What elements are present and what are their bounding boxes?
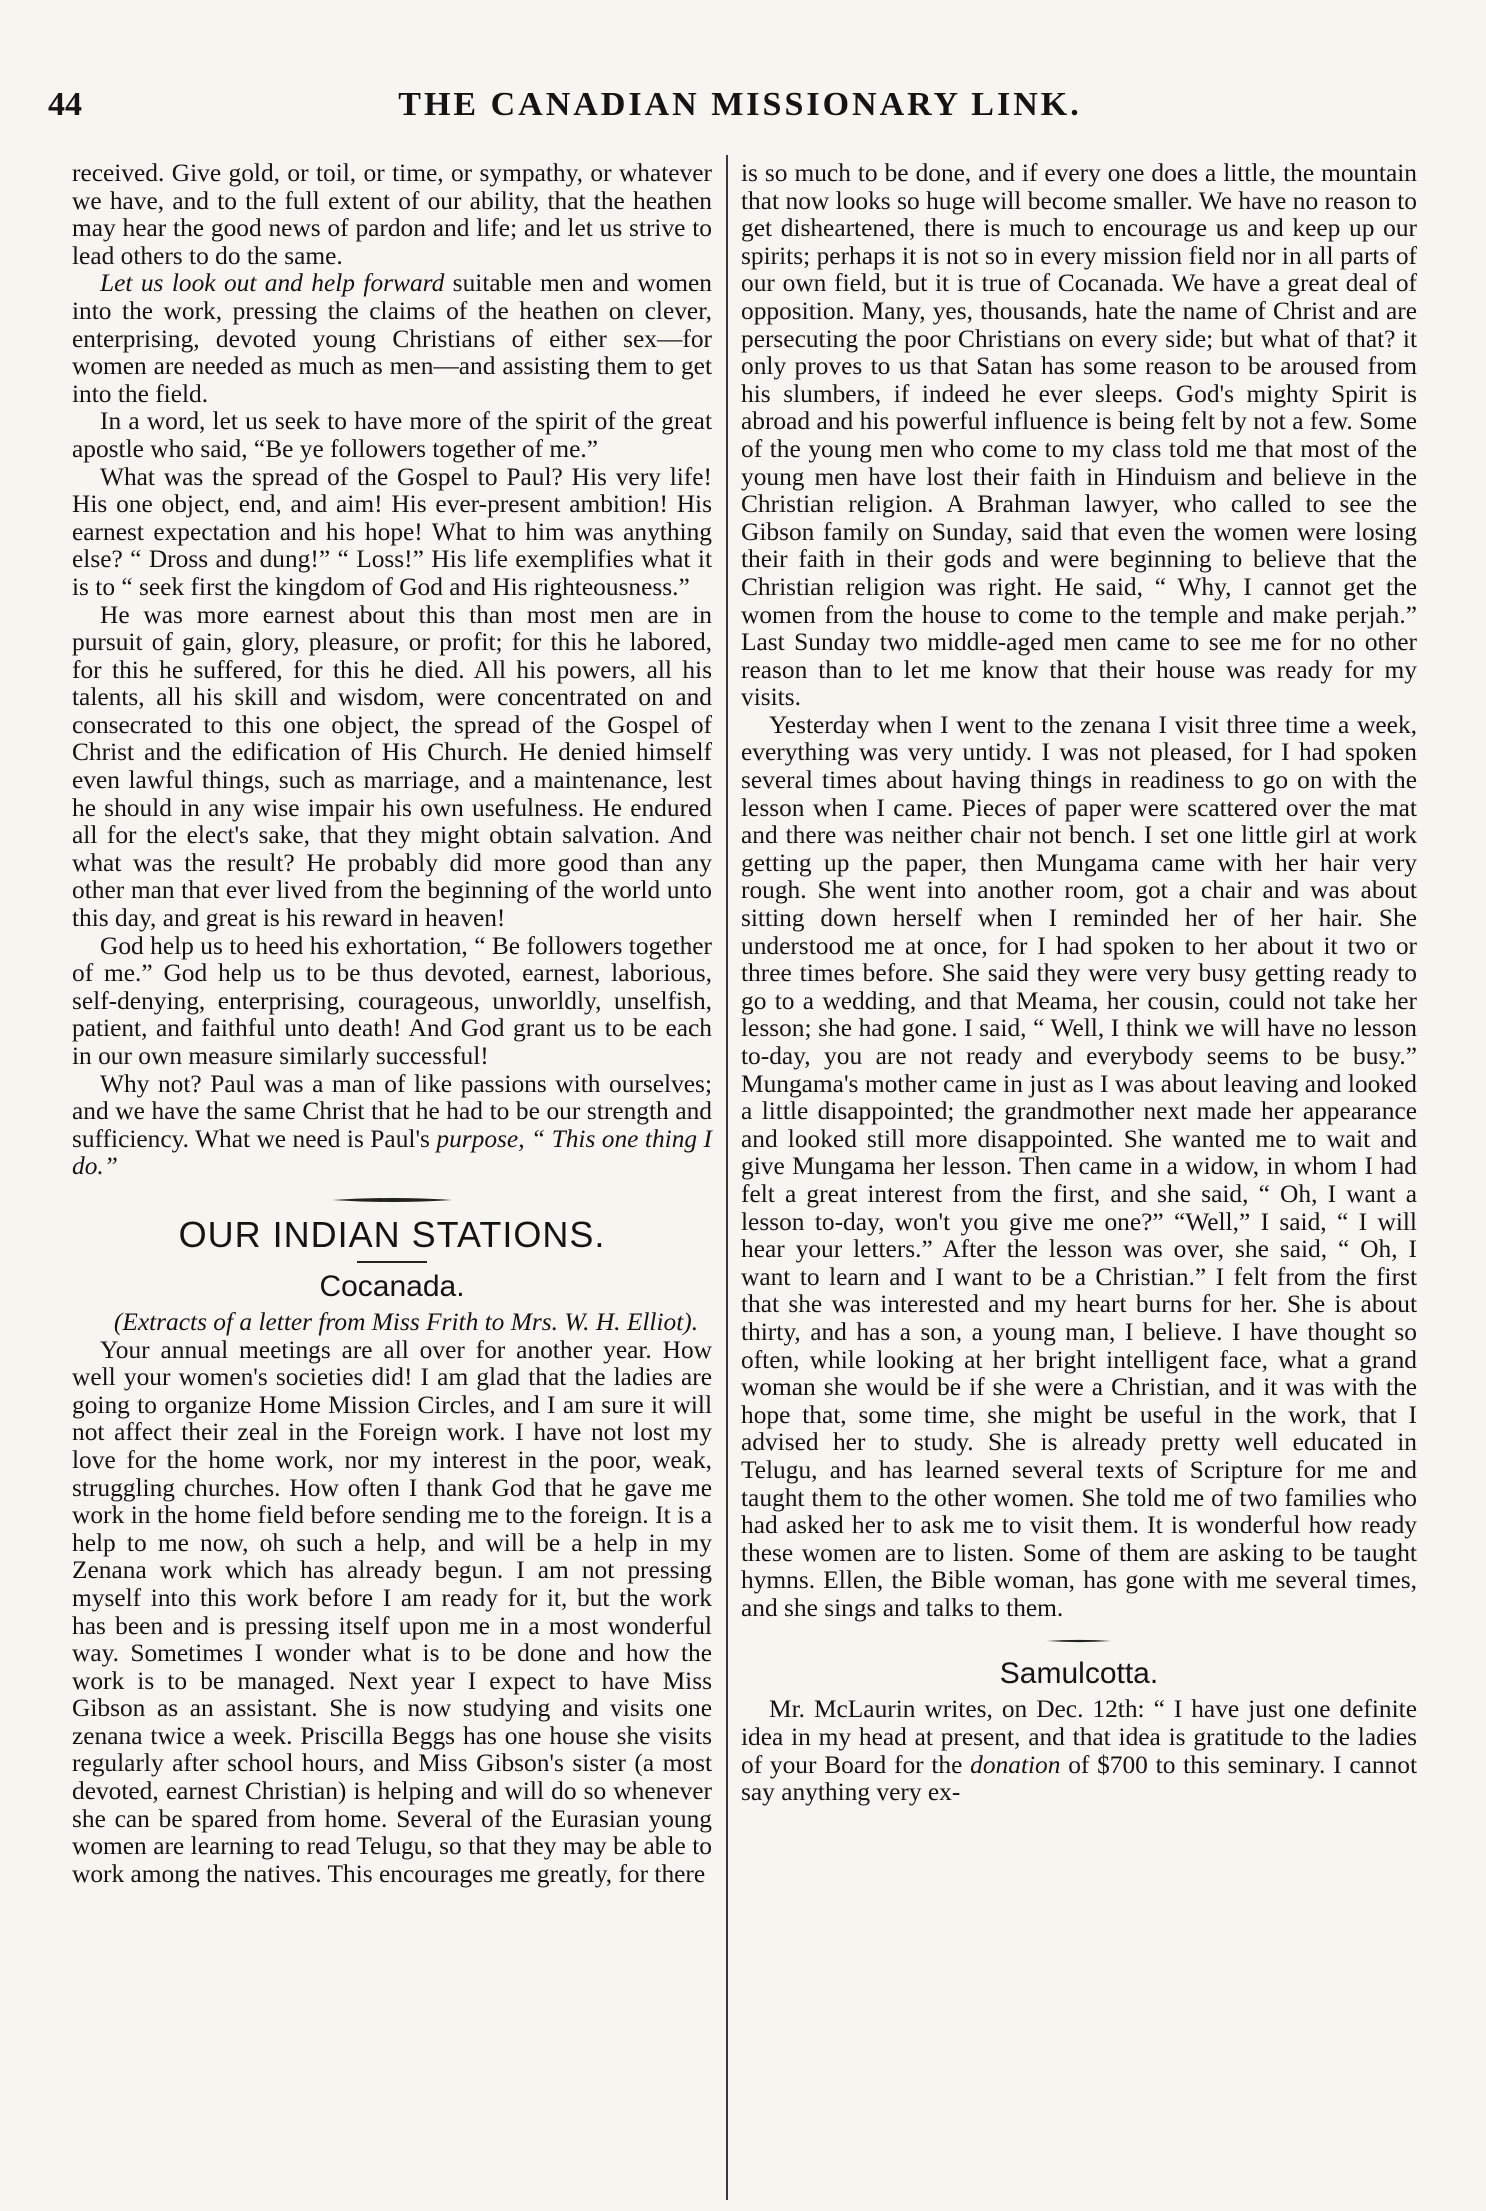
- paragraph: [72, 1071, 712, 1181]
- paragraph: He was more earnest about this than most men are in pursuit of gain, glory, pleasure, or profit; for this he labored, for this he suffered, for this he died. All his powers, all his talents, all his skill and wisdom, were concentrated on and consecrated to this one object, the spread of the Gospel of Christ and the edification of His Church. He denied himself even lawful things, such as marriage, and a maintenance, lest he should in any wise impair his own usefulness. He endured all for the elect's sake, that they might obtain salvation. And what was the result? He probably did more good than any other man that ever lived from the beginning of the world unto this day, and great is his reward in heaven!: [72, 600, 712, 933]
- paragraph: [741, 1696, 1417, 1806]
- station-title-samulcotta: Samulcotta.: [999, 1657, 1159, 1691]
- paragraph: Yesterday when I went to the zenana I visit three time a week, everything was very untidy. I was not pleased, for I had spoken several times about having things in readiness to go on with the lesson when I came. Pieces of paper were scattered over the mat and there was neither chair not bench. I set one little girl at work getting up the paper, then Mungama came with her hair very rough. She went into another room, got a chair and was about sitting down herself when I reminded her of her hair. She understood me at once, for I had spoken to her about it two or three times before. She said they were very busy getting ready to go to a wedding, and that Meama, her cousin, could not take her lesson; she had gone. I said, “ Well, I think we will have no lesson to-day, you are not ready and everybody seems to be busy.” Mungama's mother came in just as I was about leaving and looked a little disappointed; the grandmother next made her appearance and looked still more disappointed. She wanted me to wait and give Mungama her lesson. Then came in a widow, in whom I had felt a great interest from the first, and she said, “ Oh, I want a lesson to-day, won't you give me one?” “Well,” I said, “ I will hear your letters.” After the lesson was over, she said, “ Oh, I want to learn and I want to be a Christian.” I felt from the first that she was interested and my heart burns for her. She is about thirty, and has a son, a young man, I believe. I have thought so often, while looking at her bright intelligent face, what a grand woman she would be if she were a Christian, and it was with the hope that, some time, she might be useful in the work, that I advised her to study. She is already pretty well educated in Telugu, and has learned several texts of Scripture for me and taught them to the other women. She told me of two families who had asked her to ask me to visit them. It is wonderful how ready these women are to listen. Some of them are asking to be taught hymns. Ellen, the Bible woman, has gone with me several times, and she sings and talks to them.: [741, 710, 1417, 1622]
- page-header: [40, 80, 1440, 130]
- paragraph: [72, 270, 712, 408]
- emphasis: donation: [970, 1750, 1061, 1779]
- ornament-divider: [1044, 1636, 1114, 1646]
- paragraph-text: of $700 to this seminary. I cannot say anything very ex-: [741, 1750, 1418, 1807]
- paragraph: received. Give gold, or toil, or time, or sympathy, or whatever we have, and to the full extent of our ability, that the heathen may hear the good news of pardon and life; and let us strive to lead others to do the same.: [72, 159, 712, 270]
- short-rule: [357, 1261, 427, 1263]
- station-title-cocanada: Cocanada.: [319, 1269, 465, 1303]
- column-divider: [726, 155, 728, 2200]
- paragraph: is so much to be done, and if every one does a little, the mountain that now looks so huge will become smaller. We have no reason to get disheartened, there is much to encourage us and keep up our spirits; perhaps it is not so in every mission field nor in all parts of our own field, but it is true of Cocanada. We have a great deal of opposition. Many, yes, thousands, hate the name of Christ and are persecuting the poor Christians on every side; but what of that? it only proves to us that Satan has some reason to be aroused from his slumbers, if indeed he ever sleeps. God's mighty Spirit is abroad and his powerful influence is being felt by not a few. Some of the young men who come to my class told me that most of the young men have lost their faith in Hinduism and believe in the Christian religion. A Brahman lawyer, who called to see the Gibson family on Sunday, said that even the women were losing their faith in their gods and were beginning to believe that the Christian religion was right. He said, “ Why, I cannot get the women from the house to come to the temple and make perjah.” Last Sunday two middle-aged men came to see me for no other reason than to let me know that their house was ready for my visits.: [741, 159, 1417, 712]
- running-title: THE CANADIAN MISSIONARY LINK.: [398, 86, 1082, 123]
- page-number: 44: [48, 86, 82, 123]
- right-column: [741, 160, 1417, 1807]
- letter-subheading: (Extracts of a letter from Miss Frith to Mrs. W. H. Elliot).: [113, 1307, 699, 1336]
- paragraph-text: Why not? Paul was a man of like passions with ourselves; and we have the same Christ that he had to be our strength and sufficiency. What we need is Paul's: [72, 1069, 712, 1153]
- left-column: [72, 160, 712, 1888]
- section-title: OUR INDIAN STATIONS.: [178, 1213, 606, 1255]
- paragraph: In a word, let us seek to have more of the spirit of the great apostle who said, “Be ye followers together of me.”: [72, 407, 712, 463]
- ornament-divider: [327, 1195, 457, 1205]
- emphasis: Let us look out and help forward: [100, 269, 445, 298]
- emphasis: purpose, “ This one thing I do.”: [72, 1124, 712, 1181]
- paragraph-text: suitable men and women into the work, pressing the claims of the heathen on clever, enterprising, devoted young Christians of either sex—for women are needed as much as men—and assisting them to get into the field.: [72, 269, 712, 408]
- paragraph: What was the spread of the Gospel to Paul? His very life! His one object, end, and aim! His ever-present ambition! His earnest expectation and his hope! What to him was anything else? “ Dross and dung!” “ Loss!” His life exemplifies what it is to “ seek first the kingdom of God and His righteousness.”: [72, 462, 712, 601]
- paragraph: God help us to heed his exhortation, “ Be followers together of me.” God help us to be thus devoted, earnest, laborious, self-denying, enterprising, courageous, unworldly, unselfish, patient, and faithful unto death! And God grant us to be each in our own measure similarly successful!: [72, 931, 712, 1070]
- paragraph-text: Mr. McLaurin writes, on Dec. 12th: “ I have just one definite idea in my head at present, and that idea is gratitude to the ladies of your Board for the: [741, 1695, 1417, 1779]
- paragraph: Your annual meetings are all over for another year. How well your women's societies did! I am glad that the ladies are going to organize Home Mission Circles, and I am sure it will not affect their zeal in the Foreign work. I have not lost my love for the home work, nor my interest in the poor, weak, struggling churches. How often I thank God that he gave me work in the home field before sending me to the foreign. It is a help to me now, oh such a help, and will be a help in my Zenana work which has already begun. I am not pressing myself into this work before I am ready for it, but the work has been and is pressing itself upon me in a most wonderful way. Sometimes I wonder what is to be done and how the work is to be managed. Next year I expect to have Miss Gibson as an assistant. She is now studying and visits one zenana twice a week. Priscilla Beggs has one house she visits regularly after school hours, and Miss Gibson's sister (a most devoted, earnest Christian) is helping and will do so whenever she can be spared from home. Several of the Eurasian young women are learning to read Telugu, so that they may be able to work among the natives. This encourages me greatly, for there: [72, 1335, 712, 1888]
